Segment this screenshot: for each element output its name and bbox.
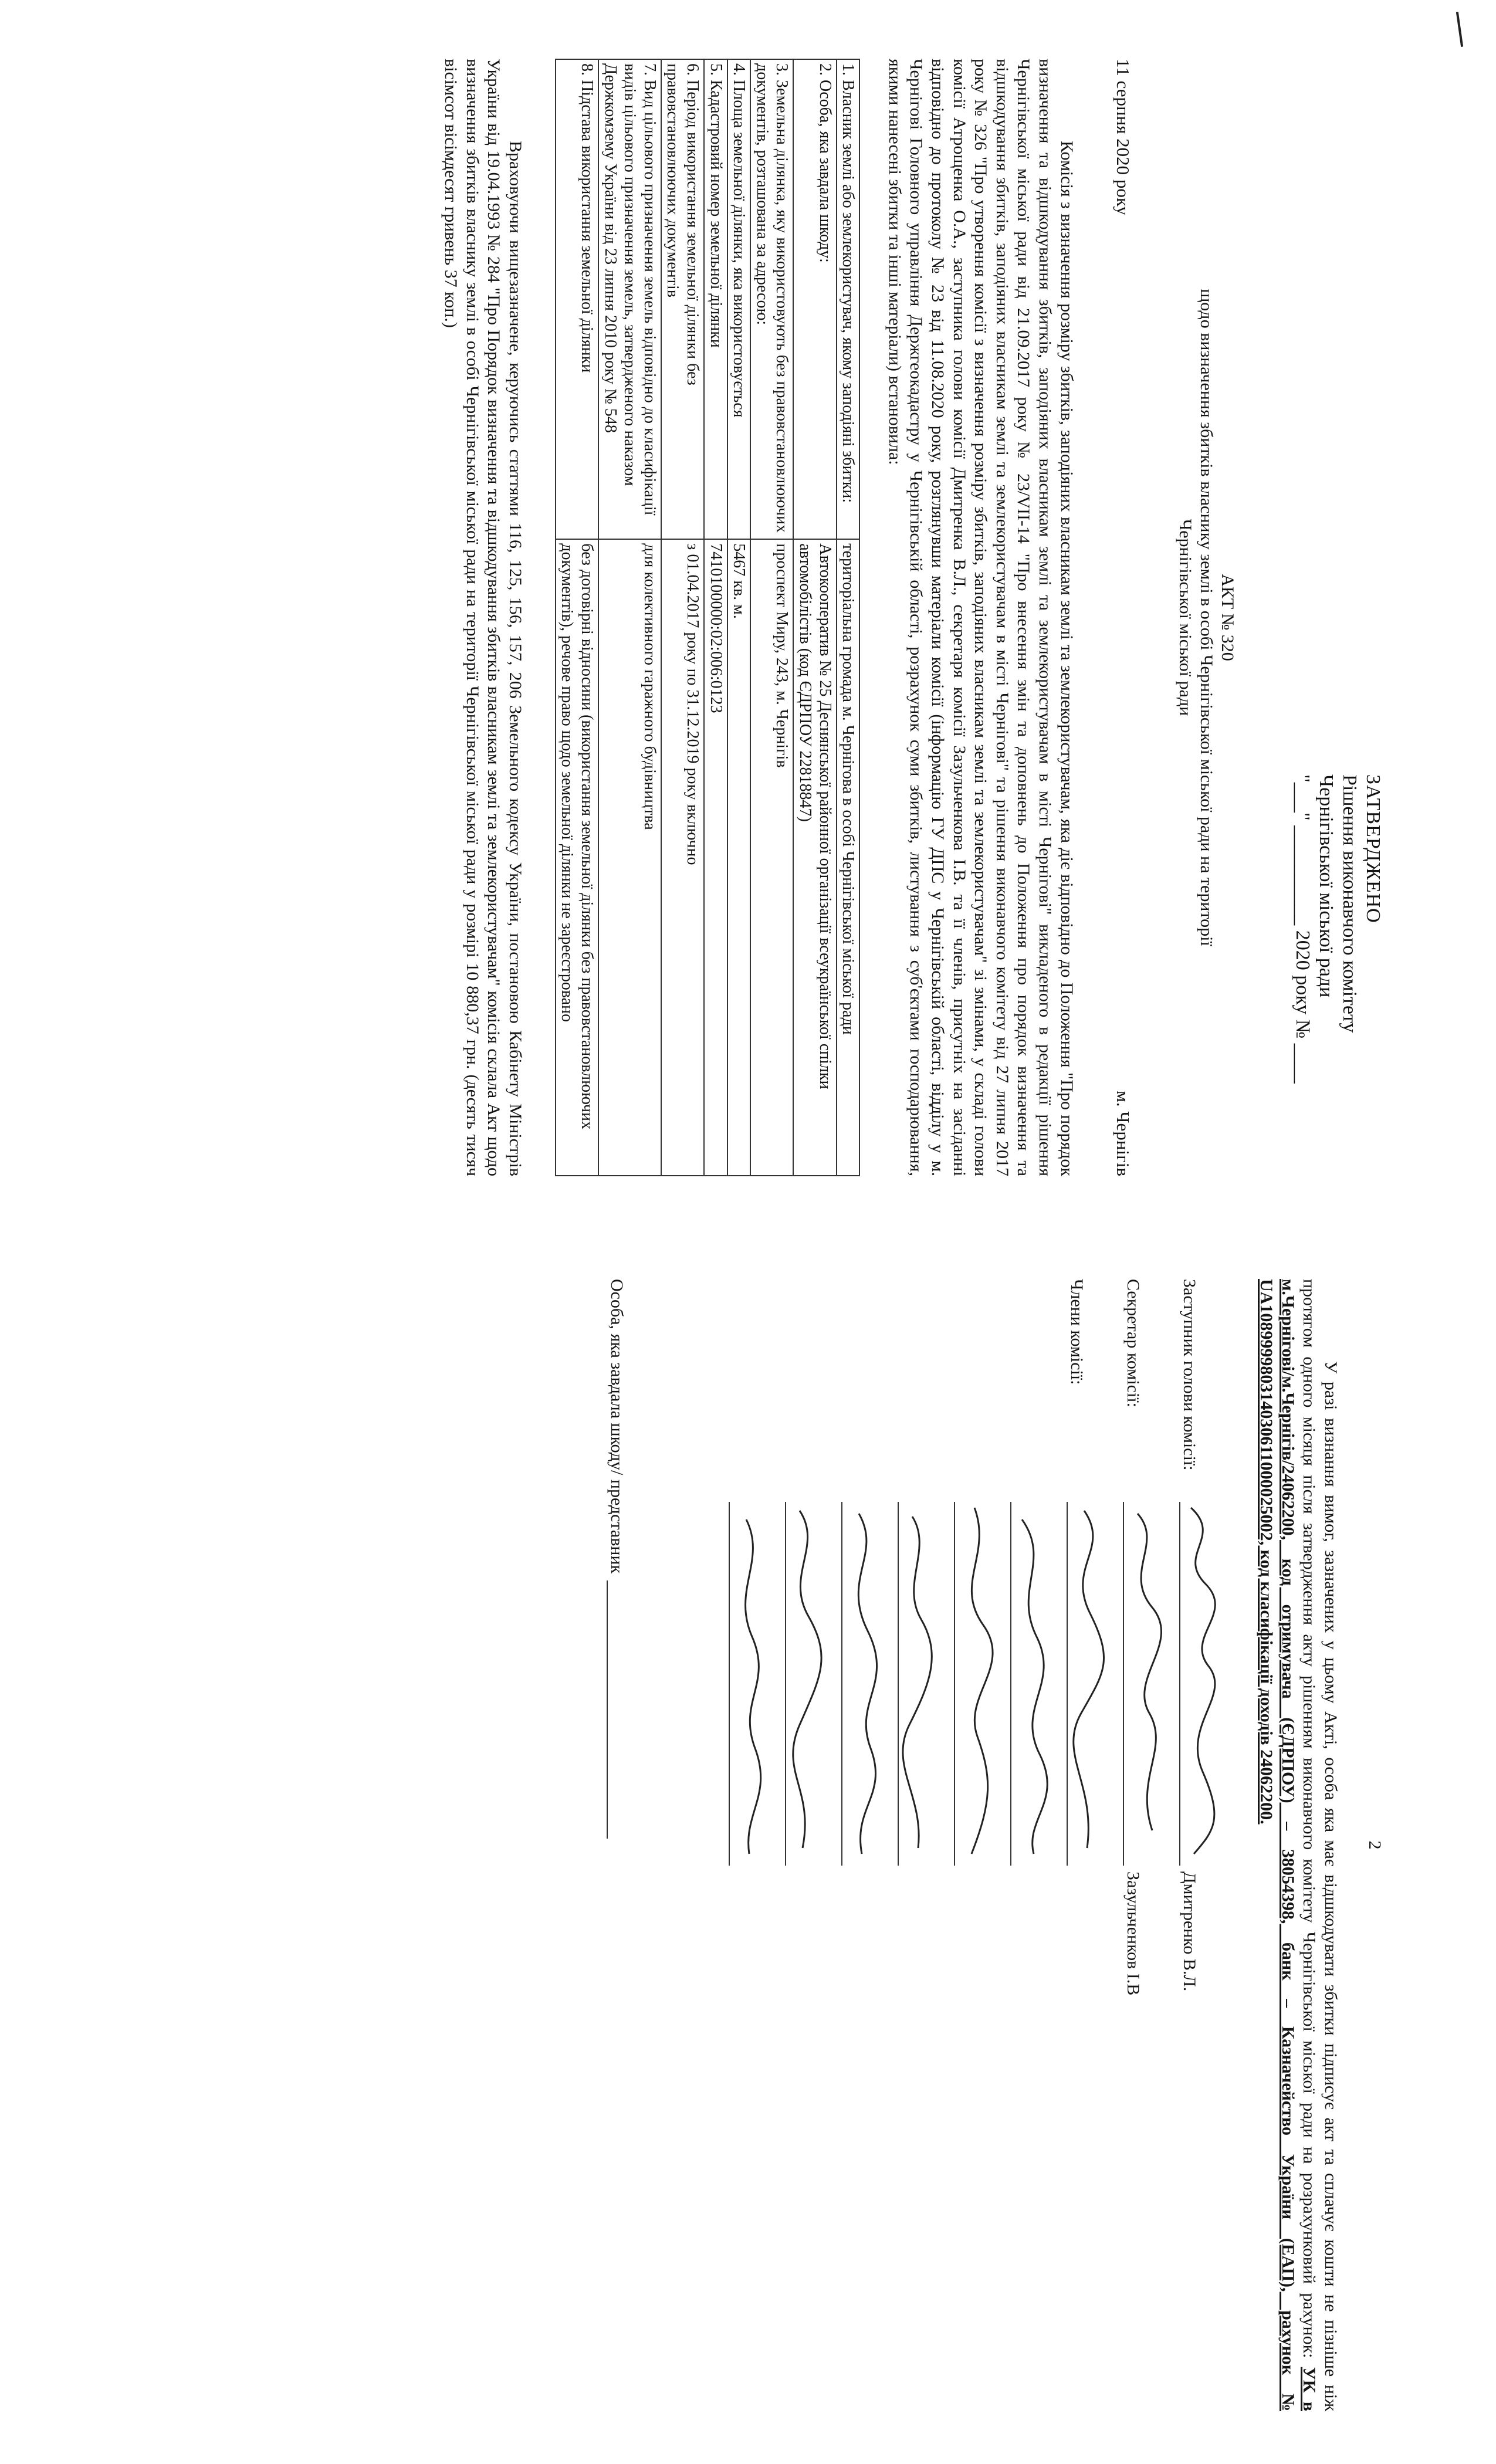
offender-signature-row [607,1279,629,2411]
handwritten-signature [723,1502,776,1866]
payment-account: УК в м.Чернігові/м.Чернігів/24062200, код отримувача (ЄДРПОУ) – 38054398, банк – Казначейство України (ЕАП), рахунок № UA108999980314030611000025002, код класифікації доходів 24062200. [1257,1279,1319,2411]
handwritten-signature [835,1502,888,1866]
signature-row [1067,1279,1108,2411]
act-details-table [555,59,860,1176]
signature-line [1010,1502,1045,1866]
signature-line [841,1502,876,1866]
table-label: 5. Кадастровий номер земельної ділянки [704,59,727,539]
handwritten-signature [779,1502,832,1866]
table-value: з 01.04.2017 року по 31.12.2019 року включно [661,539,704,1176]
approval-line-3: "___" __________ 2020 року № ____ [1291,774,1314,1084]
table-row [793,59,836,1176]
signature-line [1123,1502,1158,1866]
offender-label: Особа, яка завдала шкоду/ представник [607,1279,627,1574]
signature-row [954,1279,995,2411]
signature-role: Члени комісії: [1067,1279,1087,1385]
table-label: 2. Особа, яка завдала шкоду: [793,59,836,539]
handwritten-signature [948,1502,1001,1866]
act-heading [1175,59,1238,1176]
signature-row [1179,1279,1220,2411]
signature-line [954,1502,989,1866]
signature-row [1123,1279,1164,2411]
page-number: 2 [1365,1840,1385,1850]
act-subtitle-2: Чернігівської міської ради [1175,519,1195,716]
date-city-row [1112,59,1133,1176]
offender-signature-line [607,1580,629,1839]
act-title: АКТ № 320 [1217,574,1237,661]
table-label: 7. Вид цільового призначення земель відповідно до класифікації видів цільового призначення земель, затвердженого наказом Держкомзему України від 23 липня 2010 року № 548 [598,59,661,539]
approval-title: ЗАТВЕРДЖЕНО [1362,774,1384,923]
table-label: 4. Площа земельної ділянки, яка використовується [727,59,751,539]
payment-paragraph [1255,1279,1341,2411]
approval-line-2: Чернігівської міської ради [1315,774,1337,998]
signature-role: Заступник голови комісії: [1179,1279,1199,1471]
table-value: Автокооператив № 25 Деснянської районної організації всеукраїнської спілки автомобілістів (код ЄДРПОУ 22818847) [793,539,836,1176]
signature-block [729,1279,1220,2411]
table-label: 1. Власник землі або землекористувач, якому заподіяні збитки: [837,59,860,539]
signature-role: Секретар комісії: [1123,1279,1143,1407]
table-row [704,59,727,1176]
table-value: проспект Миру, 243, м. Чернігів [750,539,793,1176]
signature-name: Дмитренко В.Л. [1179,1871,1199,1992]
table-value: для колективного гаражного будівництва [598,539,661,1176]
signature-name: Зазульченков І.В [1123,1871,1143,1996]
signature-line [729,1502,764,1866]
handwritten-signature [1061,1502,1113,1866]
signature-row [785,1279,826,2411]
table-value: територіальна громада м. Чернігова в особі Чернігівської міської ради [837,539,860,1176]
table-label: 3. Земельна ділянка, яку використовують без правовстановлюючих документів, розташована за адресою: [750,59,793,539]
signature-line [898,1502,933,1866]
payment-text: У разі визнання вимог, зазначених у цьому Акті, особа яка має відшкодувати збитки підписує акт та сплачує кошти не пізніше ніж протягом одного місяця після затвердження акту рішенням виконавчого комітету Чернігівської міської ради на розрахунковий рахунок: [1299,1279,1341,2411]
conclusion-paragraph: Враховуючи вищезазначене, керуючись статтями 116, 125, 156, 157, 206 Земельного кодексу України, постановою Кабінету Міністрів України від 19.04.1993 № 284 "Про Порядок визначення та відшкодування збитків власникам землі та землекористувачам" комісія склала Акт щодо визначення збитків власнику землі в особі Чернігівської міської ради на території Чернігівської міської ради у розмірі 10 880,37 грн. (десять тисяч вісімсот вісімдесят гривень 37 коп.) [441,59,525,1176]
approval-line-1: Рішення виконавчого комітету [1338,774,1360,1033]
act-page-2 [0,1232,1496,2464]
signature-row [898,1279,939,2411]
table-value: 7410100000:02:006:0123 [704,539,727,1176]
signature-line [1067,1502,1102,1866]
signature-row [841,1279,882,2411]
table-row [598,59,661,1176]
signature-line [1179,1502,1214,1866]
table-row [837,59,860,1176]
signature-row [729,1279,770,2411]
table-value: 5467 кв. м. [727,539,751,1176]
table-value: без договірні відносини (використання земельної ділянки без правовстановлюючих документів), речове право щодо земельної ділянки не зареєстровано [556,539,598,1176]
table-label: 6. Період використання земельної ділянки без правовстановлюючих документів [661,59,704,539]
approval-stamp-block [1291,774,1385,1176]
handwritten-signature [1173,1502,1226,1866]
table-label: 8. Підстава використання земельної ділянки [556,59,598,539]
handwritten-signature [1117,1502,1170,1866]
table-row [727,59,751,1176]
signature-row [1010,1279,1051,2411]
handwritten-signature [1004,1502,1057,1866]
act-subtitle-1: щодо визначення збитків власнику землі в особі Чернігівської міської ради на території [1196,289,1216,946]
intro-paragraph: Комісія з визначення розміру збитків, заподіяних власникам землі та землекористувачам, яка діє відповідно до Положення "Про порядок визначення та відшкодування збитків, заподіяних власникам землі та землекористувачам в місті Чернігові" викладеного в редакції рішення Чернігівської міської ради від 21.09.2017 року № 23/VII-14 "Про внесення змін та доповнень до Положення про порядок визначення та відшкодування збитків, заподіяних власникам землі та землекористувачам в місті Чернігові" та рішення виконавчого комітету від 27 липня 2017 року № 326 "Про утворення комісії з визначення розміру збитків, заподіяних власникам землі та землекористувачам" зі змінами, у складі голови комісії Атрощенка О.А., заступника голови комісії Дмитренка В.Л., секретаря комісії Зазульченкова І.В. та її членів, присутніх на засіданні відповідно до протоколу № 23 від 11.08.2020 року, розглянувши матеріали комісії (інформацію ГУ ДПС у Чернігівській області, відділу у м. Чернігові Головного управління Держгеокадастру у Чернігівській області, розрахунок суми збитків, листування з суб'єктами господарювання, якими нанесені збитки та інші матеріали) встановила: [885,59,1077,1176]
signature-line [785,1502,820,1866]
table-row [750,59,793,1176]
table-row [556,59,598,1176]
act-date: 11 серпня 2020 року [1112,59,1133,216]
handwritten-signature [892,1502,945,1866]
table-row [661,59,704,1176]
act-city: м. Чернігів [1112,1091,1133,1176]
